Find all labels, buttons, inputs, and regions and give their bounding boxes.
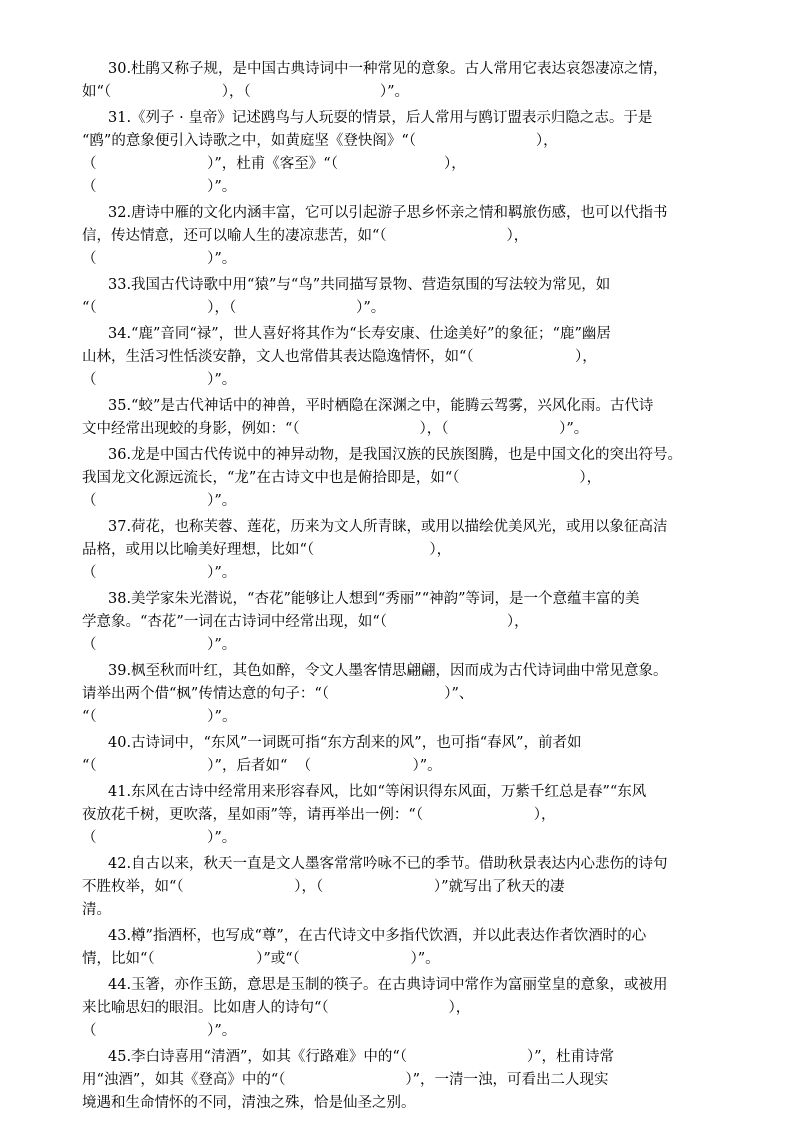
question-text-line: “（ ），（ ）”。 [82, 300, 386, 316]
question-text-line: （ ）”。 [82, 493, 237, 509]
question-text-first-line: 42.自古以来，秋天一直是文人墨客常常吟咏不已的季节。借助秋景表达内心悲伤的诗句 [108, 856, 668, 872]
question-text-first-line: 40.古诗词中，“东风”一词既可指“东方刮来的风”，也可指“春风”，前者如 [108, 735, 582, 751]
question-text-line: （ ）”。 [82, 637, 237, 653]
question-text-first-line: 41.东风在古诗中经常用来形容春风，比如“等闲识得东风面，万紫千红总是春”“东风 [108, 784, 647, 800]
question-q40 [82, 732, 714, 778]
question-text-line: 品格，或用以比喻美好理想，比如“（ ）， [82, 542, 452, 558]
question-text-line: （ ）”，杜甫《客至》“（ ）， [82, 156, 466, 172]
question-q30 [82, 58, 714, 104]
question-text-line: （ ）”。 [82, 251, 237, 267]
question-text-first-line: 34.“鹿”音同“禄”，世人喜好将其作为“长寿安康、仕途美好”的象征；“鹿”幽居 [108, 326, 611, 342]
question-text-line: （ ）”。 [82, 179, 237, 195]
question-text-first-line: 30.杜鹃又称子规，是中国古典诗词中一种常见的意象。古人常用它表达哀怨凄凉之情， [108, 61, 668, 77]
question-q36 [82, 444, 714, 513]
document-page [82, 58, 714, 1115]
question-text-line: 山林，生活习性恬淡安静，文人也常借其表达隐逸情怀，如“（ ）， [82, 349, 597, 365]
question-text-line: （ ）”。 [82, 372, 237, 388]
question-q45 [82, 1046, 714, 1115]
question-text-line: 夜放花千树，更吹落，星如雨”等，请再举出一例：“（ ）， [82, 807, 556, 823]
question-text-first-line: 35.“蛟”是古代神话中的神兽，平时栖隐在深渊之中，能腾云驾雾，兴风化雨。古代诗 [108, 398, 654, 414]
question-q31 [82, 107, 714, 199]
question-q42 [82, 853, 714, 922]
question-q44 [82, 974, 714, 1043]
question-q34 [82, 323, 714, 392]
question-text-line: 请举出两个借“枫”传情达意的句子：“（ ）”、 [82, 686, 474, 702]
question-text-first-line: 32.唐诗中雁的文化内涵丰富，它可以引起游子思乡怀亲之情和羁旅伤感，也可以代指书 [108, 205, 668, 221]
question-text-first-line: 45.李白诗喜用“清酒”，如其《行路难》中的“（ ）”，杜甫诗常 [108, 1049, 615, 1065]
question-q39 [82, 660, 714, 729]
question-q43 [82, 925, 714, 971]
question-text-line: 境遇和生命情怀的不同，清浊之殊，恰是仙圣之别。 [82, 1095, 416, 1111]
question-q32 [82, 202, 714, 271]
question-text-line: 不胜枚举，如“（ ），（ ）”就写出了秋天的凄 [82, 879, 565, 895]
question-text-line: 来比喻思妇的眼泪。比如唐人的诗句“（ ）， [82, 1000, 471, 1016]
question-text-line: 清。 [82, 902, 111, 918]
question-text-first-line: 39.枫至秋而叶红，其色如醉，令文人墨客情思翩翩，因而成为古代诗词曲中常见意象。 [108, 663, 668, 679]
question-text-line: 情，比如“（ ）”或“（ ）”。 [82, 951, 440, 967]
question-text-first-line: 31.《列子 · 皇帝》记述鸥鸟与人玩耍的情景，后人常用与鸥订盟表示归隐之志。于是 [108, 110, 653, 126]
question-text-first-line: 44.玉箸，亦作玉筯，意思是玉制的筷子。在古典诗词中常作为富丽堂皇的意象，或被用 [108, 977, 668, 993]
question-text-line: 用“浊酒”，如其《登高》中的“（ ）”，一清一浊，可看出二人现实 [82, 1072, 609, 1088]
question-text-first-line: 43.樽”指酒杯，也写成“尊”，在古代诗文中多指代饮酒，并以此表达作者饮酒时的心 [108, 928, 647, 944]
question-text-line: “鸥”的意象便引入诗歌之中，如黄庭坚《登快阁》“（ ）， [82, 133, 558, 149]
question-text-line: （ ）”。 [82, 830, 237, 846]
question-text-line: 信，传达情意，还可以喻人生的凄凉悲苦，如“（ ）， [82, 228, 529, 244]
question-q33 [82, 274, 714, 320]
question-text-first-line: 36.龙是中国古代传说中的神异动物，是我国汉族的民族图腾，也是中国文化的突出符号。 [108, 447, 683, 463]
question-text-line: 文中经常出现蛟的身影，例如：“（ ），（ ）”。 [82, 421, 589, 437]
question-text-line: “（ ）”，后者如“ （ ）”。 [82, 758, 442, 774]
question-text-line: 如“（ ），（ ）”。 [82, 84, 409, 100]
question-text-line: “（ ）”。 [82, 709, 237, 725]
question-q35 [82, 395, 714, 441]
question-text-first-line: 33.我国古代诗歌中用“猿”与“鸟”共同描写景物、营造氛围的写法较为常见，如 [108, 277, 611, 293]
question-text-line: （ ）”。 [82, 565, 237, 581]
question-q41 [82, 781, 714, 850]
question-q37 [82, 516, 714, 585]
question-text-first-line: 38.美学家朱光潜说，“杏花”能够让人想到“秀丽”“神韵”等词，是一个意蕴丰富的美 [108, 591, 640, 607]
question-q38 [82, 588, 714, 657]
question-text-first-line: 37.荷花，也称芙蓉、莲花，历来为文人所青睐，或用以描绘优美风光，或用以象征高洁 [108, 519, 668, 535]
question-text-line: （ ）”。 [82, 1023, 237, 1039]
question-text-line: 学意象。“杏花”一词在古诗词中经常出现，如“（ ）， [82, 614, 529, 630]
question-text-line: 我国龙文化源远流长，“龙”在古诗文中也是俯拾即是，如“（ ）， [82, 470, 602, 486]
